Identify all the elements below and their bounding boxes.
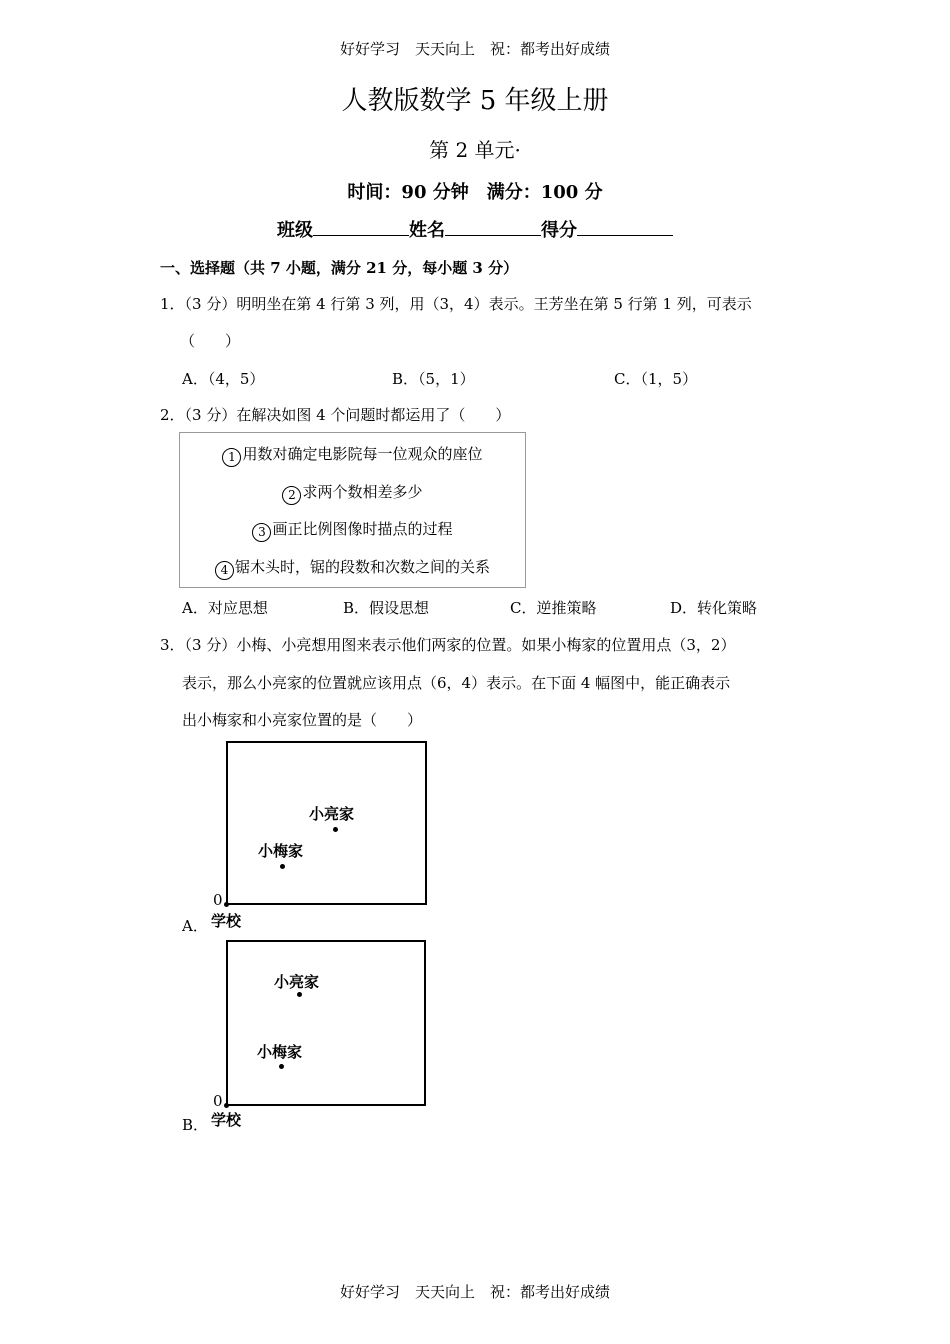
q2-item-3 [180,518,525,542]
q2-item-text: 锯木头时，锯的段数和次数之间的关系 [234,558,490,576]
q2-item-text: 求两个数相差多少 [302,483,423,501]
score-label: 得分 [541,220,577,241]
q3-line2: 表示，那么小亮家的位置就应该用点（6，4）表示。在下面 4 幅图中，能正确表示 [182,674,731,692]
map-b-origin-label: 0 [213,1092,223,1110]
circled-number: 1 [222,448,241,467]
map-b-mei-label: 小梅家 [257,1043,303,1061]
map-b-school-label: 学校 [211,1111,242,1129]
map-a-school-label: 学校 [211,912,242,930]
q3-line3: 出小梅家和小亮家位置的是（ ） [182,711,423,729]
map-a-mei-label: 小梅家 [258,842,304,860]
name-blank [445,219,541,236]
student-info-fields [0,216,950,242]
circled-number: 3 [252,523,271,542]
q2-option-b: B．假设思想 [343,599,430,617]
q1-option-b: B．（5，1） [392,370,475,388]
score-blank [577,219,673,236]
map-b [226,940,426,1106]
page-footer: 好好学习 天天向上 祝：都考出好成绩 [339,1283,610,1301]
class-label: 班级 [277,220,313,241]
q2-option-d: D．转化策略 [670,599,758,617]
q2-line1: 2．（3 分）在解决如图 4 个问题时都运用了（ ） [160,406,511,424]
map-a-liang-label: 小亮家 [309,805,355,823]
map-b-liang-label: 小亮家 [274,973,320,991]
q3-line1: 3．（3 分）小梅、小亮想用图来表示他们两家的位置。如果小梅家的位置用点（3，2） [160,636,736,654]
map-a-mei-dot [280,864,285,869]
q1-option-a: A．（4，5） [182,370,265,388]
q3-option-b: B． [182,1116,209,1134]
map-b-liang-dot [297,992,302,997]
q2-option-a: A．对应思想 [182,599,268,617]
map-a-liang-dot [333,827,338,832]
map-b-origin-dot [224,1103,229,1108]
q2-item-text: 用数对确定电影院每一位观众的座位 [242,445,483,463]
name-label: 姓名 [409,220,445,241]
section-heading: 一、选择题（共 7 小题，满分 21 分，每小题 3 分） [160,259,519,277]
q2-item-2 [180,481,525,505]
q2-option-c: C．逆推策略 [510,599,597,617]
circled-number: 4 [215,561,234,580]
q2-problem-box [179,432,526,588]
q3-option-a: A． [182,917,208,935]
page-header: 好好学习 天天向上 祝：都考出好成绩 [339,40,610,58]
class-blank [313,219,409,236]
q2-item-1 [180,443,525,467]
time-score-info: 时间：90 分钟 满分：100 分 [347,182,603,203]
q1-option-c: C．（1，5） [614,370,698,388]
unit-title: 第 2 单元· [429,138,521,162]
circled-number: 2 [282,486,301,505]
map-a-origin-label: 0 [213,891,223,909]
q2-item-text: 画正比例图像时描点的过程 [272,520,453,538]
map-b-mei-dot [279,1064,284,1069]
q1-line1: 1．（3 分）明明坐在第 4 行第 3 列，用（3，4）表示。王芳坐在第 5 行第 1 列，可表示 [160,295,752,313]
map-a-origin-dot [224,902,229,907]
page-title: 人教版数学 5 年级上册 [341,86,609,116]
q2-item-4 [180,556,525,580]
q1-line2: （ ） [180,332,241,350]
